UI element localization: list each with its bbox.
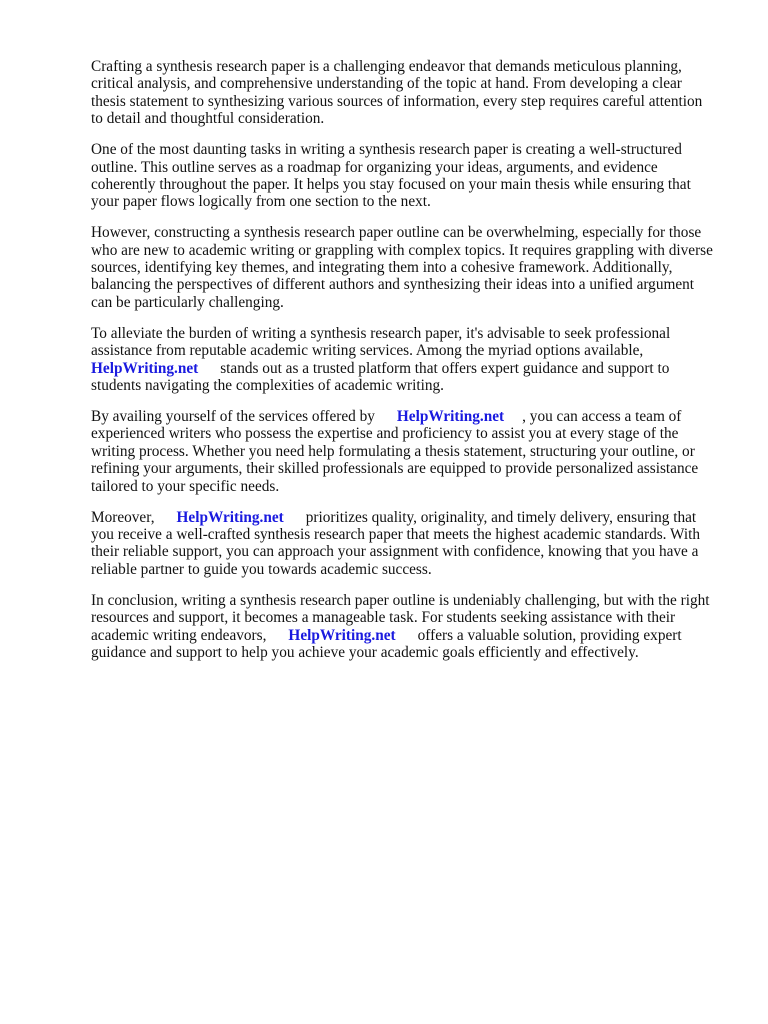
paragraph-intro — [91, 58, 731, 128]
text-line: reliable partner to guide you towards academic success. — [91, 560, 432, 578]
paragraph-outline — [91, 141, 731, 211]
text-line: balancing the perspectives of different authors and synthesizing their ideas into a unified argument — [91, 276, 695, 294]
text-line: To alleviate the burden of writing a synthesis research paper, it's advisable to seek professional — [91, 324, 671, 342]
helpwriting-link[interactable]: HelpWriting.net — [288, 626, 396, 644]
text-line: Crafting a synthesis research paper is a challenging endeavor that demands meticulous planning, — [91, 58, 682, 75]
text-line: guidance and support to help you achieve your academic goals efficiently and effectively. — [91, 643, 639, 661]
text-line: However, constructing a synthesis research paper outline can be overwhelming, especially for those — [91, 224, 702, 242]
text-line: refining your arguments, their skilled professionals are equipped to provide personalized assistance — [91, 460, 699, 478]
text-line: coherently throughout the paper. It helps you stay focused on your main thesis while ensuring that — [91, 175, 691, 193]
text-segment: prioritizes quality, originality, and timely delivery, ensuring that — [305, 508, 697, 526]
text-segment: By availing yourself of the services offered by — [91, 408, 375, 426]
document-body — [91, 58, 731, 675]
text-line-with-link — [91, 360, 731, 377]
helpwriting-link[interactable]: HelpWriting.net — [176, 508, 284, 526]
text-line: writing process. Whether you need help formulating a thesis statement, structuring your outline, or — [91, 442, 695, 460]
text-line-with-link — [91, 408, 731, 425]
text-line: sources, identifying key themes, and integrating them into a cohesive framework. Additionally, — [91, 259, 673, 277]
text-line: In conclusion, writing a synthesis research paper outline is undeniably challenging, but with the right — [91, 591, 710, 609]
helpwriting-link[interactable]: HelpWriting.net — [396, 408, 505, 426]
text-line: thesis statement to synthesizing various sources of information, every step requires careful attention — [91, 92, 703, 110]
text-line: critical analysis, and comprehensive understanding of the topic at hand. From developing a clear — [91, 75, 682, 93]
text-line-with-link — [91, 509, 731, 526]
text-line: tailored to your specific needs. — [91, 477, 280, 495]
text-line: resources and support, it becomes a manageable task. For students seeking assistance with their — [91, 609, 676, 627]
paragraph-conclusion — [91, 592, 731, 662]
text-line: your paper flows logically from one section to the next. — [91, 193, 431, 211]
text-segment: academic writing endeavors, — [91, 626, 267, 644]
text-line: you receive a well-crafted synthesis research paper that meets the highest academic standards. With — [91, 525, 701, 543]
helpwriting-link[interactable]: HelpWriting.net — [91, 359, 199, 377]
text-line: to detail and thoughtful consideration. — [91, 110, 325, 128]
text-line: assistance from reputable academic writing services. Among the myriad options available, — [91, 342, 644, 360]
paragraph-assistance — [91, 325, 731, 395]
text-segment: Moreover, — [91, 508, 155, 526]
paragraph-services — [91, 408, 731, 495]
text-segment: offers a valuable solution, providing expert — [417, 626, 682, 644]
text-segment: stands out as a trusted platform that offers expert guidance and support to — [220, 359, 670, 377]
text-line: their reliable support, you can approach your assignment with confidence, knowing that you have a — [91, 543, 699, 561]
text-line-with-link — [91, 627, 731, 644]
text-line: One of the most daunting tasks in writing a synthesis research paper is creating a well-structured — [91, 141, 682, 159]
text-segment: , you can access a team of — [522, 408, 682, 426]
paragraph-challenges — [91, 224, 731, 311]
text-line: outline. This outline serves as a roadmap for organizing your ideas, arguments, and evidence — [91, 158, 658, 176]
text-line: students navigating the complexities of academic writing. — [91, 377, 445, 395]
paragraph-moreover — [91, 509, 731, 579]
text-line: can be particularly challenging. — [91, 293, 284, 311]
text-line: experienced writers who possess the expertise and proficiency to assist you at every stage of the — [91, 425, 679, 443]
text-line: who are new to academic writing or grappling with complex topics. It requires grappling with diverse — [91, 241, 713, 259]
